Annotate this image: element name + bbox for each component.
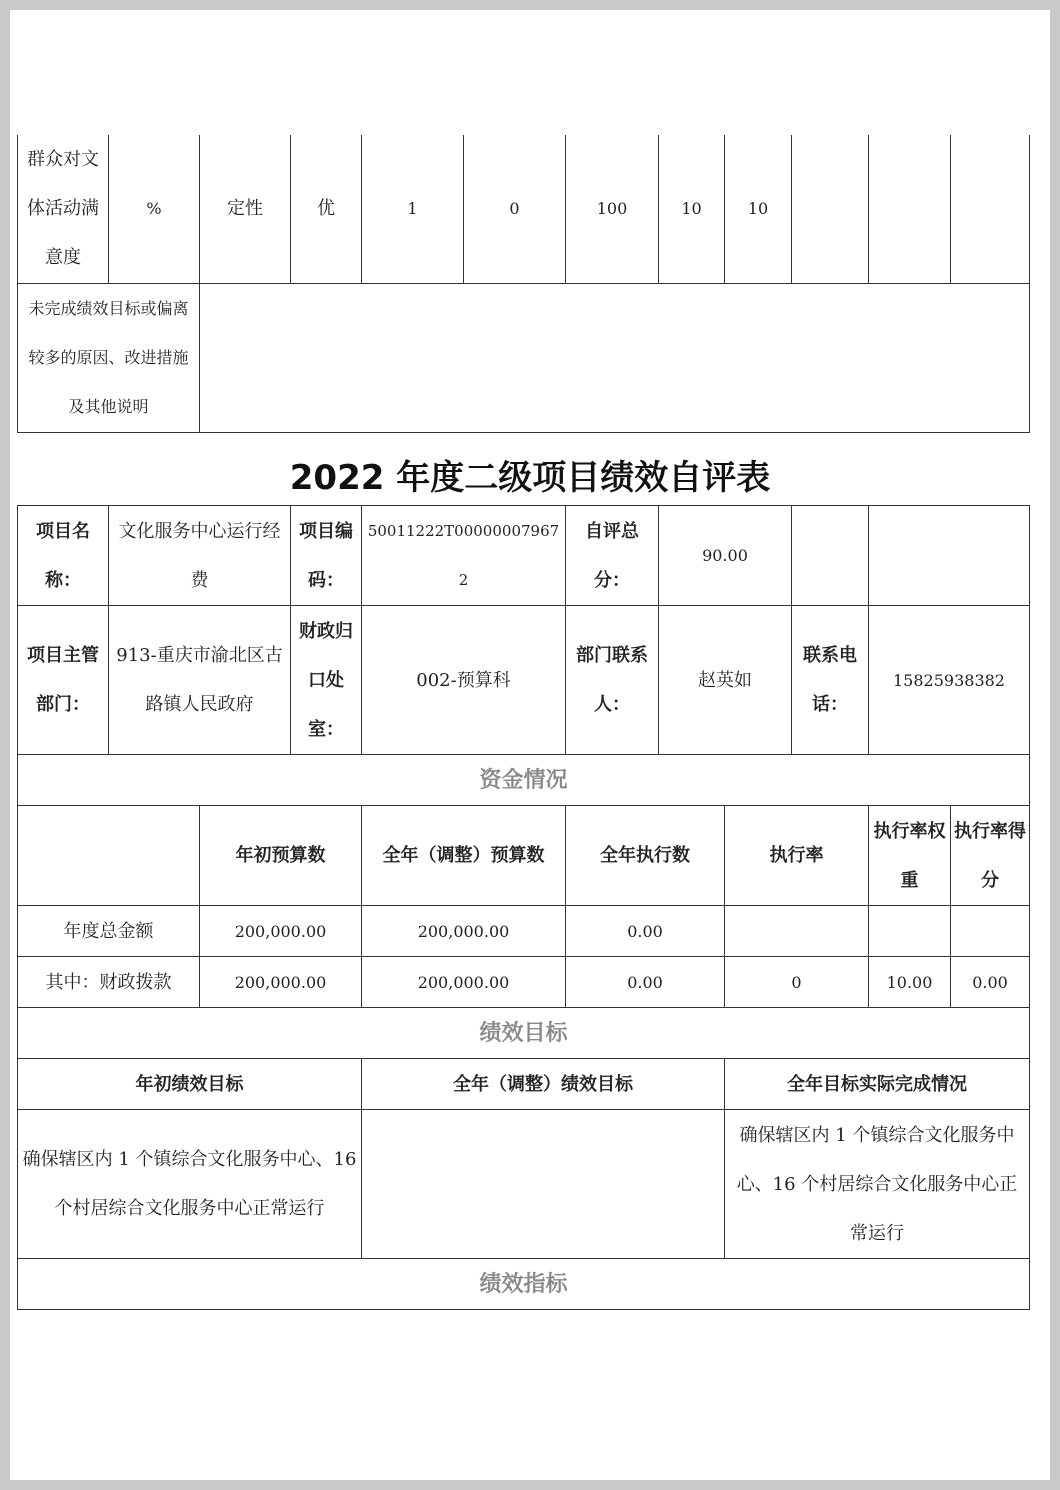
table-row: [18, 1110, 1030, 1259]
funds-row-label: 其中：财政拨款: [18, 957, 200, 1008]
table-row: [18, 957, 1030, 1008]
funds-cell: 200,000.00: [362, 957, 566, 1008]
project-name-value: 文化服务中心运行经费: [109, 506, 291, 606]
table-row: [18, 1259, 1030, 1310]
empty-cell: [869, 506, 1030, 606]
table-row: [18, 283, 1030, 432]
office-value: 002-预算科: [362, 606, 566, 755]
indicator-nature: 定性: [200, 135, 291, 283]
goals-actual-value: 确保辖区内 1 个镇综合文化服务中心、16 个村居综合文化服务中心正常运行: [725, 1110, 1030, 1259]
funds-row-label: 年度总金额: [18, 906, 200, 957]
indicator-unit: %: [109, 135, 200, 283]
table-row: [18, 135, 1030, 283]
funds-cell: 0.00: [951, 957, 1030, 1008]
table-row: [18, 606, 1030, 755]
funds-cell: 200,000.00: [362, 906, 566, 957]
dept-value: 913-重庆市渝北区古路镇人民政府: [109, 606, 291, 755]
goals-header: 全年（调整）绩效目标: [362, 1059, 725, 1110]
funds-header: 全年执行数: [566, 806, 725, 906]
indicator-cell: [792, 135, 869, 283]
goals-header: 年初绩效目标: [18, 1059, 362, 1110]
funds-cell: 0: [725, 957, 869, 1008]
goals-header: 全年目标实际完成情况: [725, 1059, 1030, 1110]
project-code-value: 50011222T000000079672: [362, 506, 566, 606]
phone-label: 联系电话：: [792, 606, 869, 755]
indicator-cell: 100: [566, 135, 659, 283]
funds-cell: 0.00: [566, 957, 725, 1008]
goals-section-header: 绩效目标: [18, 1008, 1030, 1059]
score-value: 90.00: [659, 506, 792, 606]
funds-cell: [951, 906, 1030, 957]
empty-cell: [792, 506, 869, 606]
goals-initial-value: 确保辖区内 1 个镇综合文化服务中心、16 个村居综合文化服务中心正常运行: [18, 1110, 362, 1259]
funds-cell: 10.00: [869, 957, 951, 1008]
funds-cell: 200,000.00: [200, 957, 362, 1008]
indicators-section-header: 绩效指标: [18, 1259, 1030, 1310]
funds-cell: [725, 906, 869, 957]
page-title: 2022 年度二级项目绩效自评表: [289, 458, 771, 498]
phone-value: 15825938382: [869, 606, 1030, 755]
score-label: 自评总分：: [566, 506, 659, 606]
funds-cell: 200,000.00: [200, 906, 362, 957]
funds-header: 年初预算数: [200, 806, 362, 906]
indicator-cell: 0: [464, 135, 566, 283]
indicator-table-continued: [17, 135, 1030, 433]
contact-value: 赵英如: [659, 606, 792, 755]
document-page: [10, 10, 1050, 1480]
table-row: [18, 906, 1030, 957]
funds-section-header: 资金情况: [18, 755, 1030, 806]
office-label: 财政归口处室：: [291, 606, 362, 755]
project-code-label: 项目编码：: [291, 506, 362, 606]
funds-cell: 0.00: [566, 906, 725, 957]
indicator-cell: 1: [362, 135, 464, 283]
dept-label: 项目主管部门：: [18, 606, 109, 755]
indicator-name: 群众对文体活动满意度: [18, 135, 109, 283]
funds-header: 全年（调整）预算数: [362, 806, 566, 906]
funds-header: 执行率: [725, 806, 869, 906]
table-row: [18, 1008, 1030, 1059]
indicator-cell: [869, 135, 951, 283]
funds-header: 执行率权重: [869, 806, 951, 906]
self-evaluation-table: [17, 505, 1030, 1310]
reason-label: 未完成绩效目标或偏离较多的原因、改进措施及其他说明: [18, 283, 200, 432]
indicator-cell: [951, 135, 1030, 283]
table-row: [18, 1059, 1030, 1110]
project-name-label: 项目名称：: [18, 506, 109, 606]
contact-label: 部门联系人：: [566, 606, 659, 755]
indicator-cell: 10: [659, 135, 725, 283]
funds-cell: [869, 906, 951, 957]
indicator-cell: 10: [725, 135, 792, 283]
indicator-target: 优: [291, 135, 362, 283]
funds-header: 执行率得分: [951, 806, 1030, 906]
goals-adjusted-value: [362, 1110, 725, 1259]
funds-header-empty: [18, 806, 200, 906]
table-row: [18, 806, 1030, 906]
reason-value: [200, 283, 1030, 432]
table-row: [18, 506, 1030, 606]
table-row: [18, 755, 1030, 806]
